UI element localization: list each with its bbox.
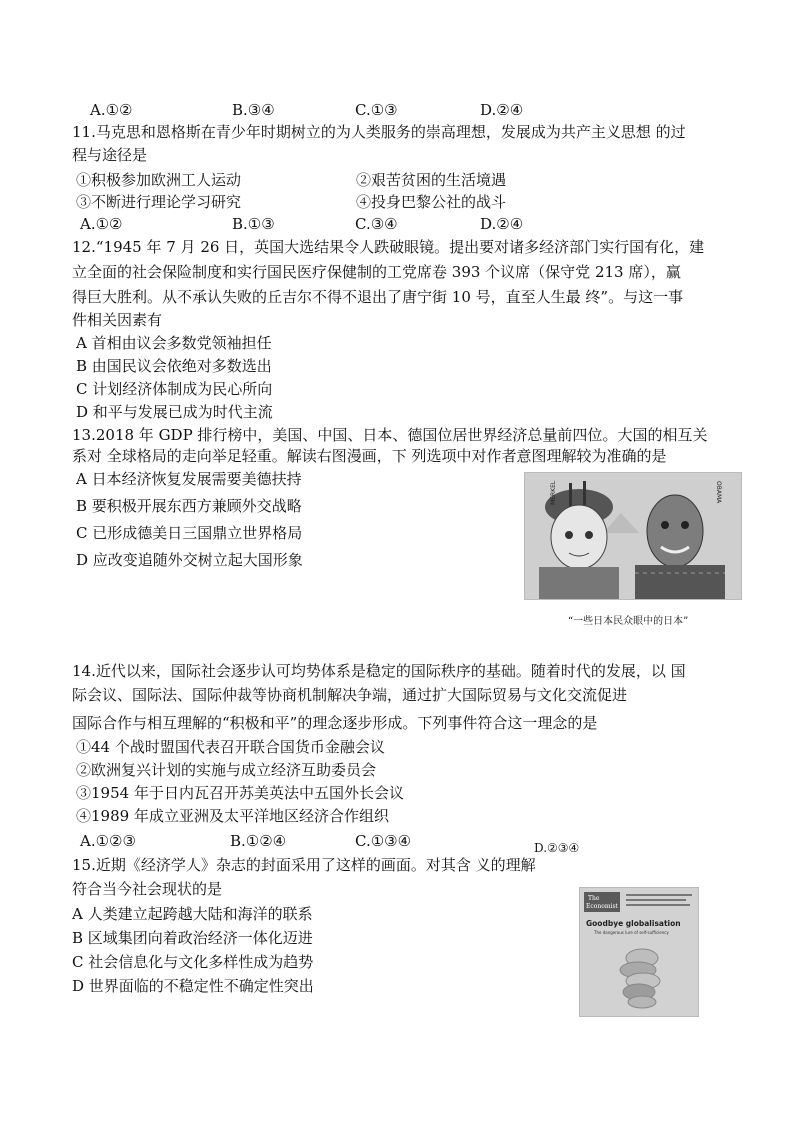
q13-stem-line1: 13.2018 年 GDP 排行榜中，美国、中国、日本、德国位居世界经济总量前四位。大国的相互关 xyxy=(72,426,708,444)
economist-cover-image xyxy=(579,887,699,1017)
q11-option-b: B.①③ xyxy=(232,215,275,233)
q13-cartoon-image xyxy=(524,472,742,600)
q14-option-b: B.①②④ xyxy=(230,832,287,850)
q13-option-c: C 已形成德美日三国鼎立世界格局 xyxy=(76,524,303,542)
q11-item-2: ②艰苦贫困的生活境遇 xyxy=(356,171,507,189)
q10-option-c: C.①③ xyxy=(355,101,398,119)
q12-option-d: D 和平与发展已成为时代主流 xyxy=(76,403,273,421)
q11-items-row2 xyxy=(0,192,794,212)
q11-item-3: ③不断进行理论学习研究 xyxy=(76,193,242,211)
q12-stem-line4: 件相关因素有 xyxy=(72,311,163,329)
q10-options xyxy=(0,100,794,120)
q15-stem-line2: 符合当今社会现状的是 xyxy=(72,880,223,898)
q11-options xyxy=(0,214,794,234)
q12-stem-line2: 立全面的社会保险制度和实行国民医疗保健制的工党席卷 393 个议席（保守党 213 席），赢 xyxy=(72,263,681,281)
q14-option-a: A.①②③ xyxy=(80,832,136,850)
q14-stem-line2: 际会议、国际法、国际仲裁等协商机制解决争端，通过扩大国际贸易与文化交流促进 xyxy=(72,686,628,704)
q12-option-a: A 首相由议会多数党领袖担任 xyxy=(76,334,272,352)
cover-masthead-line2: Economist xyxy=(586,903,618,910)
cartoon-illustration xyxy=(525,473,741,599)
q14-item-4: ④1989 年成立亚洲及太平洋地区经济合作组织 xyxy=(76,807,389,825)
q13-option-d: D 应改变追随外交树立起大国形象 xyxy=(76,551,303,569)
economist-cover-illustration xyxy=(580,888,698,1016)
q15-option-b: B 区域集团向着政治经济一体化迈进 xyxy=(72,929,313,947)
q15-stem-line1: 15.近期《经济学人》杂志的封面采用了这样的画面。对其含 义的理解 xyxy=(72,856,536,874)
q11-item-4: ④投身巴黎公社的战斗 xyxy=(356,193,507,211)
q14-option-c: C.①③④ xyxy=(355,832,412,850)
cartoon-label-left: MERKEL xyxy=(550,480,557,505)
q15-option-c: C 社会信息化与文化多样性成为趋势 xyxy=(72,953,314,971)
q12-option-b: B 由国民议会依绝对多数选出 xyxy=(76,357,272,375)
q13-image-caption: “一些日本民众眼中的日本” xyxy=(568,616,689,627)
q12-option-c: C 计划经济体制成为民心所向 xyxy=(76,380,273,398)
q10-option-b: B.③④ xyxy=(232,101,275,119)
q11-option-c: C.③④ xyxy=(355,215,398,233)
q13-option-b: B 要积极开展东西方兼顾外交战略 xyxy=(76,497,302,515)
q14-options xyxy=(0,831,794,851)
q13-option-a: A 日本经济恢复发展需要美德扶持 xyxy=(76,470,302,488)
q15-option-d: D 世界面临的不稳定性不确定性突出 xyxy=(72,977,314,995)
q14-item-1: ①44 个战时盟国代表召开联合国货币金融会议 xyxy=(76,738,385,756)
cover-headline: Goodbye globalisation xyxy=(586,919,681,928)
q10-option-a: A.①② xyxy=(90,101,133,119)
q14-item-2: ②欧洲复兴计划的实施与成立经济互助委员会 xyxy=(76,761,377,779)
q15-option-a: A 人类建立起跨越大陆和海洋的联系 xyxy=(72,905,313,923)
q11-stem-line2: 程与途径是 xyxy=(72,146,148,164)
q13-stem-line2: 系对 全球格局的走向举足轻重。解读右图漫画，下 列选项中对作者意图理解较为准确的是 xyxy=(72,447,667,465)
cover-subhead: The dangerous lure of self-sufficiency xyxy=(594,930,669,935)
q14-option-d: D.②③④ xyxy=(534,841,580,855)
q14-stem-line1: 14.近代以来，国际社会逐步认可均势体系是稳定的国际秩序的基础。随着时代的发展，以 国 xyxy=(72,662,686,680)
q10-option-d: D.②④ xyxy=(480,101,524,119)
q11-stem-line1: 11.马克思和恩格斯在青少年时期树立的为人类服务的崇高理想，发展成为共产主义思想 的过 xyxy=(72,123,686,141)
q11-option-d: D.②④ xyxy=(480,215,524,233)
q14-stem-line3: 国际合作与相互理解的“积极和平”的理念逐步形成。下列事件符合这一理念的是 xyxy=(72,714,598,732)
q11-option-a: A.①② xyxy=(80,215,123,233)
cover-masthead-line1: The xyxy=(588,895,600,902)
q11-item-1: ①积极参加欧洲工人运动 xyxy=(76,171,242,189)
q12-stem-line1: 12.“1945 年 7 月 26 日，英国大选结果令人跌破眼镜。提出要对诸多经济部门实行国有化，建 xyxy=(72,238,705,256)
cartoon-label-right: OBAMA xyxy=(715,481,722,504)
q12-stem-line3: 得巨大胜利。从不承认失败的丘吉尔不得不退出了唐宁街 10 号，直至人生最 终”。与这一事 xyxy=(72,288,684,306)
q11-items-row1 xyxy=(0,170,794,190)
q14-item-3: ③1954 年于日内瓦召开苏美英法中五国外长会议 xyxy=(76,784,404,802)
